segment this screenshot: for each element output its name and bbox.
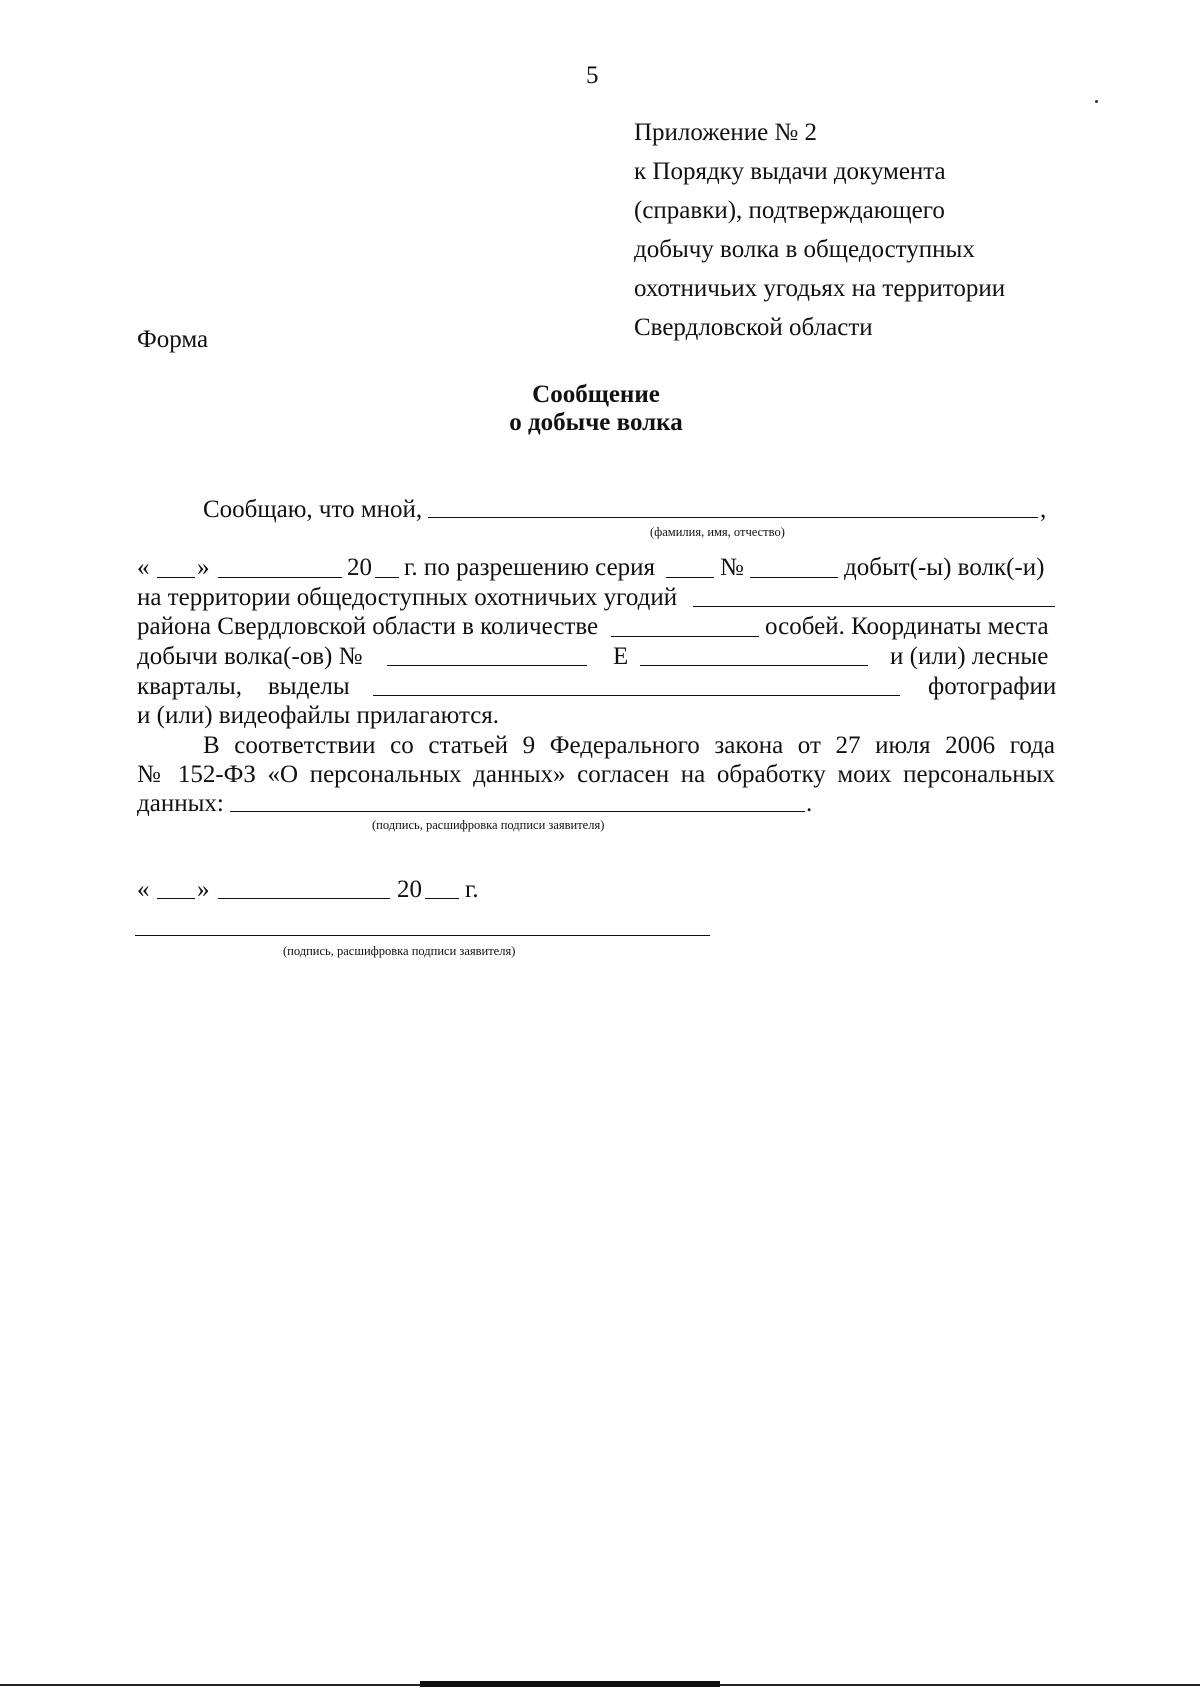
hunting-grounds-field[interactable] [693, 606, 1055, 607]
sign-year-field[interactable] [425, 898, 459, 899]
fio-comma: , [1040, 496, 1047, 523]
fio-caption: (фамилия, имя, отчество) [650, 525, 785, 539]
date-quote-open: « [137, 554, 150, 581]
consent-line-3: данных: [137, 790, 224, 817]
date-quote-close: » [197, 554, 210, 581]
bottom-signature-field[interactable] [135, 935, 710, 936]
quarters-label: кварталы, [137, 673, 242, 700]
month-field[interactable] [218, 577, 342, 578]
bottom-signature-caption: (подпись, расшифровка подписи заявителя) [283, 944, 516, 958]
sign-month-field[interactable] [218, 898, 390, 899]
page-number: 5 [586, 62, 599, 89]
forest-text: и (или) лесные [890, 643, 1049, 670]
sign-day-field[interactable] [157, 898, 195, 899]
statement-intro: Сообщаю, что мной, [203, 496, 423, 523]
count-field[interactable] [611, 636, 759, 637]
appendix-line: к Порядку выдачи документа [634, 158, 946, 185]
consent-period: . [806, 790, 813, 817]
appendix-line: охотничьих угодьях на территории [634, 275, 1006, 302]
coord-n-field[interactable] [387, 665, 587, 666]
fio-field[interactable] [428, 517, 1038, 518]
coordinates-text: особей. Координаты места [765, 613, 1049, 640]
district-text: района Свердловской области в количестве [137, 613, 599, 640]
doc-title: Сообщение [532, 381, 660, 408]
year-field[interactable] [375, 577, 399, 578]
appendix-line: Свердловской области [634, 314, 873, 341]
plots-label: выделы [268, 673, 350, 700]
consent-line-2: № 152-ФЗ «О персональных данных» согласен на обработку моих персональных [137, 761, 1055, 788]
wolves-taken-text: добыт(-ы) волк(-и) [844, 554, 1045, 581]
sign-year-prefix: 20 [397, 876, 422, 903]
territory-text: на территории общедоступных охотничьих угодий [137, 584, 678, 611]
form-label: Форма [137, 326, 209, 353]
permit-number-sign: № [720, 554, 744, 581]
place-text: добычи волка(-ов) № [137, 643, 363, 670]
coord-e-label: Е [613, 643, 629, 670]
sign-year-suffix: г. [465, 876, 479, 903]
quarters-field[interactable] [373, 695, 900, 696]
appendix-line: добычу волка в общедоступных [634, 236, 975, 263]
sign-date-quote-close: » [197, 876, 210, 903]
day-field[interactable] [157, 577, 195, 578]
scan-edge-mark [420, 1681, 720, 1687]
year-prefix: 20 [347, 554, 372, 581]
consent-signature-caption: (подпись, расшифровка подписи заявителя) [372, 818, 605, 832]
appendix-line: Приложение № 2 [634, 119, 818, 146]
photos-text: фотографии [928, 673, 1057, 700]
appendix-block [634, 113, 1005, 347]
consent-line-1: В соответствии со статьей 9 Федерального закона от 27 июля 2006 года [203, 732, 1055, 759]
scan-speck [1095, 100, 1098, 103]
permit-number-field[interactable] [750, 577, 838, 578]
doc-subtitle: о добыче волка [509, 409, 683, 436]
coord-e-field[interactable] [640, 665, 868, 666]
appendix-line: (справки), подтверждающего [634, 197, 945, 224]
permit-text: г. по разрешению серия [404, 554, 656, 581]
attachments-text: и (или) видеофайлы прилагаются. [137, 702, 500, 729]
permit-series-field[interactable] [666, 577, 714, 578]
consent-signature-field[interactable] [230, 811, 805, 812]
sign-date-quote-open: « [137, 876, 150, 903]
